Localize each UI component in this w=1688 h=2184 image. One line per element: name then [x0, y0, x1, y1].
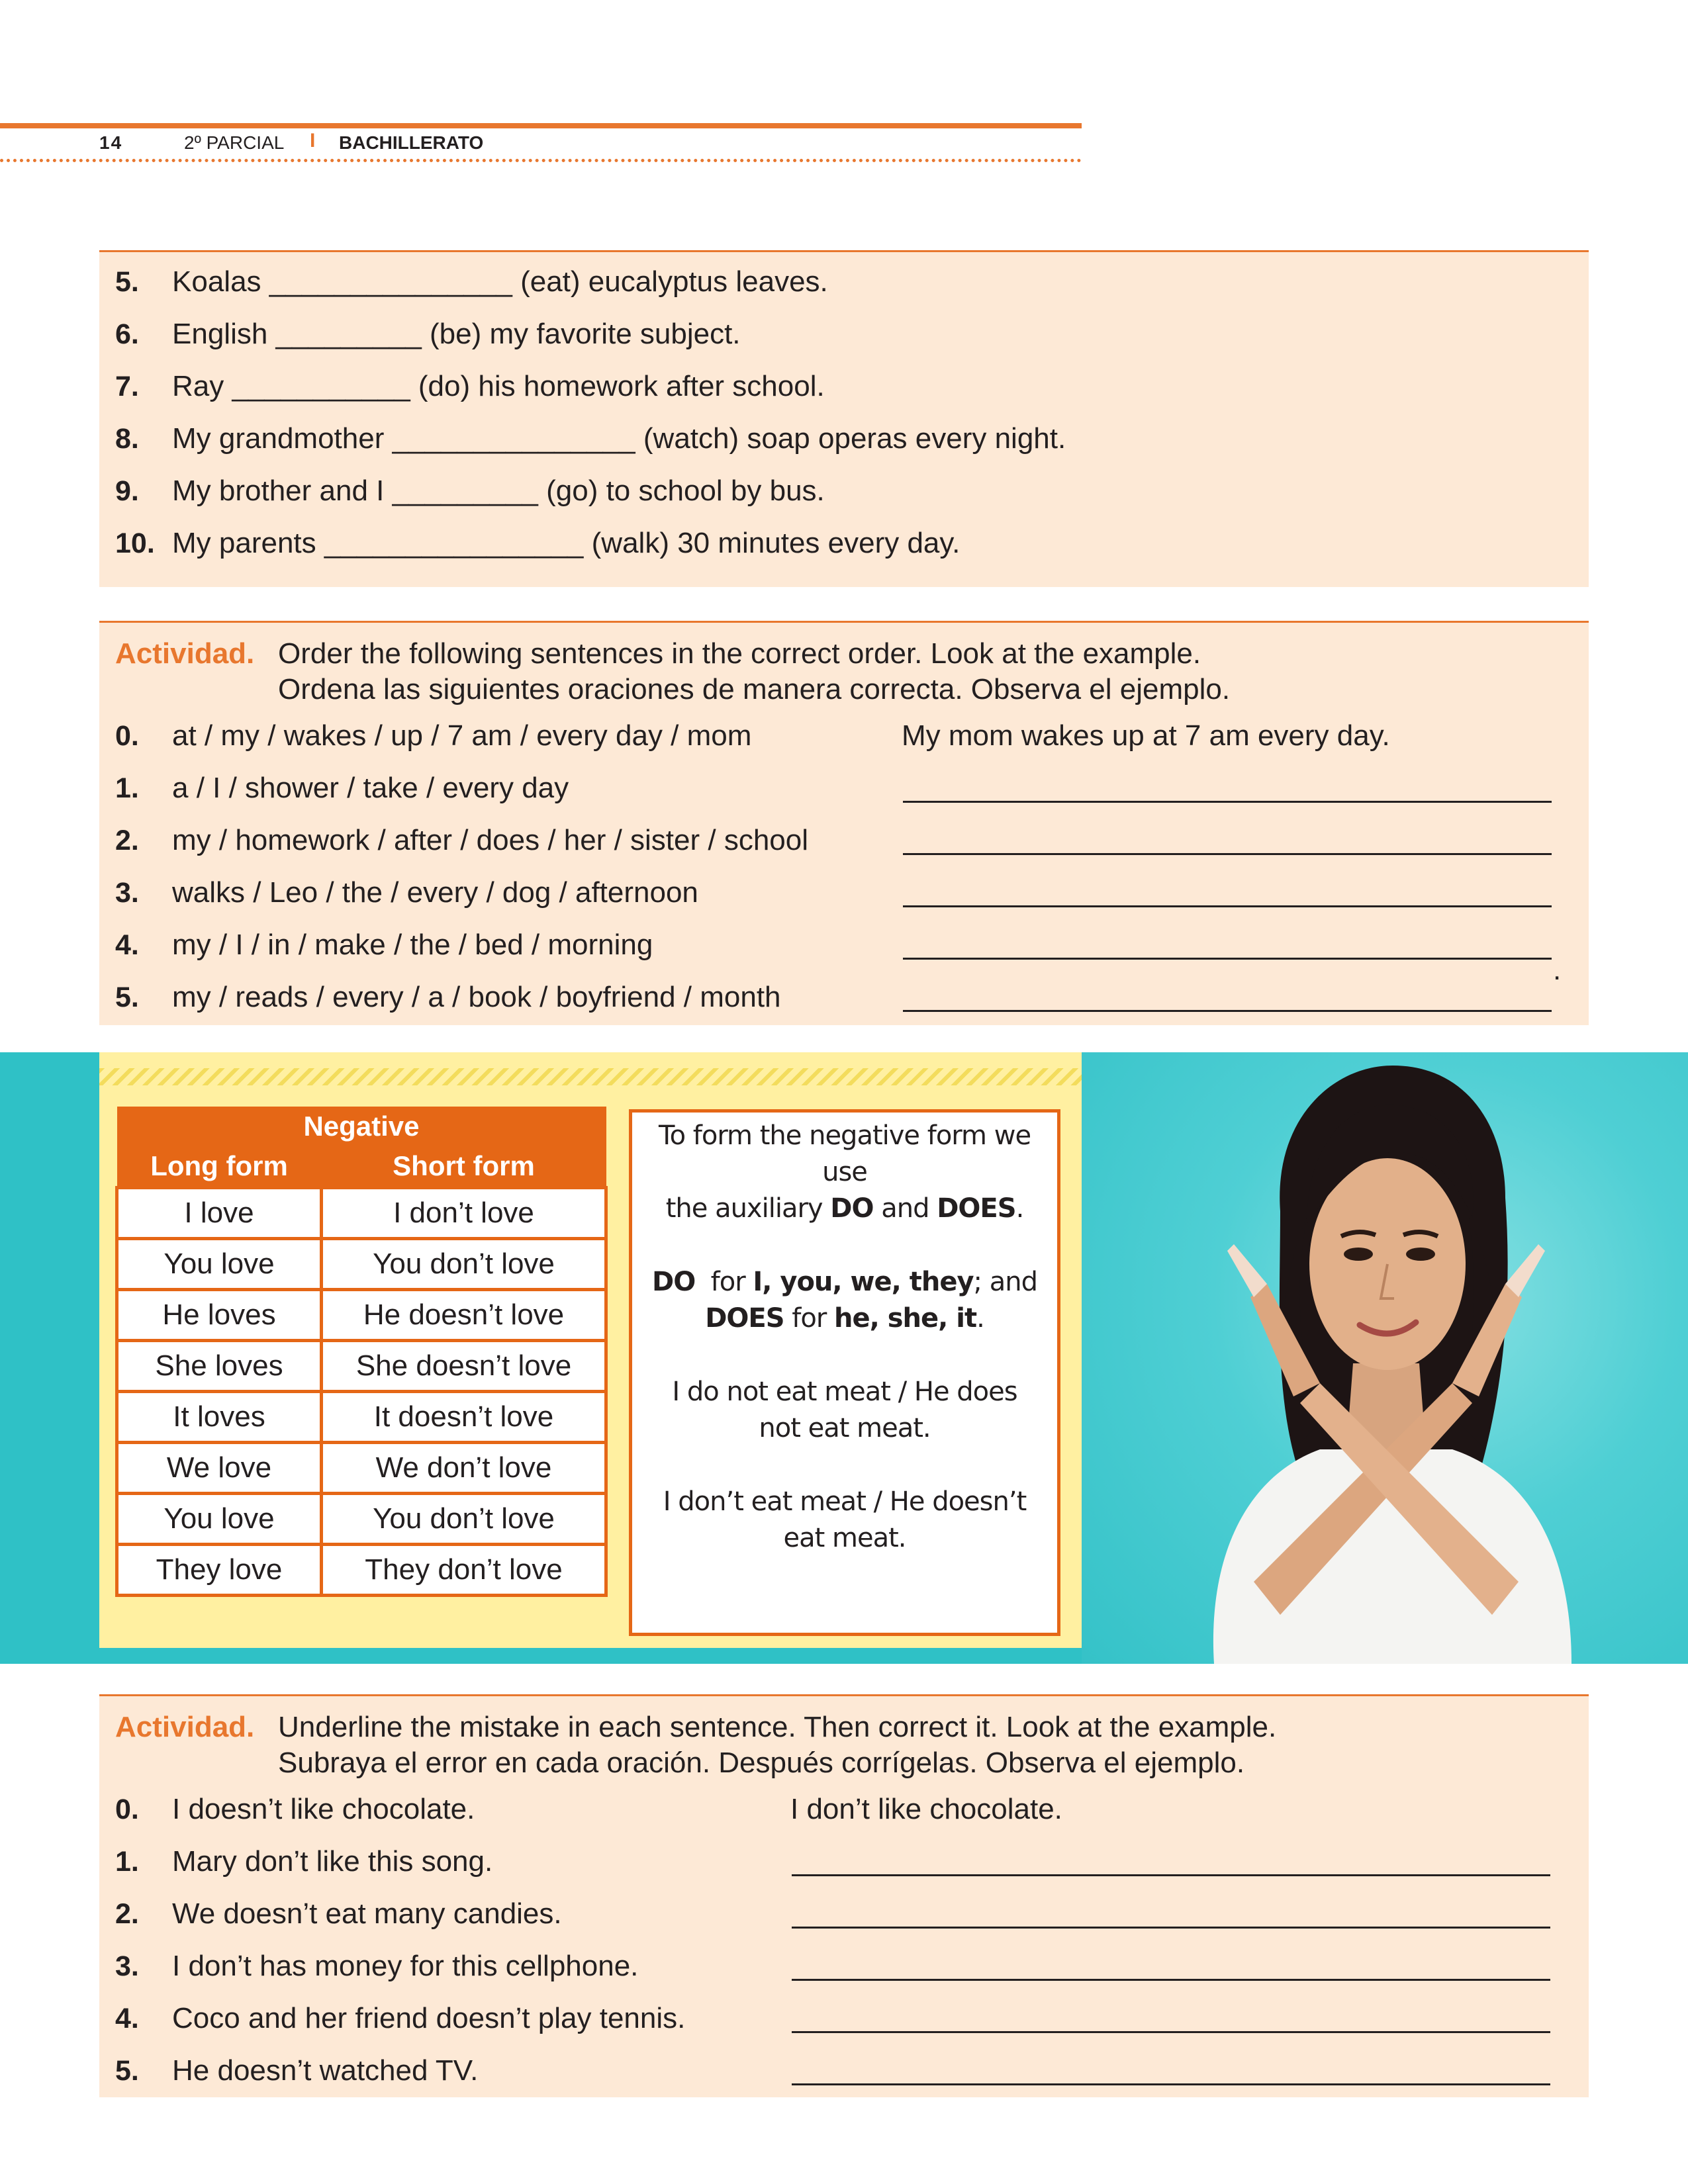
- note-example-2: I don’t eat meat / He doesn’t eat meat.: [663, 1486, 1027, 1553]
- header-rule: [0, 123, 1082, 128]
- sentence-start: My parents: [172, 527, 316, 559]
- item-number: 2.: [115, 825, 139, 856]
- error-sentence: Coco and her friend doesn’t play tennis.: [172, 2002, 686, 2034]
- answer-line[interactable]: [903, 853, 1552, 855]
- answer-blank[interactable]: ___________: [232, 370, 410, 402]
- answer-line[interactable]: [792, 1874, 1550, 1876]
- example-answer: I don’t like chocolate.: [790, 1793, 1062, 1825]
- exercise-a-panel: [99, 250, 1589, 587]
- table-title: Negative: [117, 1107, 606, 1146]
- short-form-cell: She doesn’t love: [322, 1341, 606, 1392]
- fill-in-sentence: [172, 475, 825, 508]
- decorative-stripe: [99, 1068, 1082, 1085]
- answer-line[interactable]: [903, 958, 1552, 960]
- fill-in-sentence: [172, 318, 741, 351]
- header-level: BACHILLERATO: [339, 132, 484, 153]
- final-period: .: [1553, 954, 1562, 986]
- note-does-2: DOES: [705, 1303, 784, 1334]
- item-number: 7.: [115, 371, 139, 402]
- sentence-end: (go) to school by bus.: [546, 475, 825, 507]
- answer-blank[interactable]: _______________: [392, 422, 635, 455]
- header-separator: I: [310, 130, 316, 152]
- note-line-1b: the auxiliary: [665, 1193, 823, 1224]
- note-pronouns-1: I, you, we, they: [753, 1267, 974, 1297]
- answer-line[interactable]: [792, 1927, 1550, 1929]
- short-form-cell: It doesn’t love: [322, 1392, 606, 1443]
- table-row: [117, 1341, 606, 1392]
- note-pronouns-2: he, she, it: [833, 1303, 977, 1334]
- example-answer: My mom wakes up at 7 am every day.: [902, 719, 1390, 752]
- item-number: 9.: [115, 475, 139, 507]
- short-form-cell: He doesn’t love: [322, 1290, 606, 1341]
- instruction-es: Ordena las siguientes oraciones de manera correcta. Observa el ejemplo.: [278, 673, 1231, 705]
- scrambled-words: walks / Leo / the / every / dog / afternoon: [172, 876, 698, 909]
- short-form-cell: We don’t love: [322, 1443, 606, 1494]
- item-number: 4.: [115, 2003, 139, 2034]
- column-header-long: Long form: [117, 1146, 322, 1188]
- fill-in-sentence: [172, 422, 1066, 455]
- item-number: 1.: [115, 1846, 139, 1878]
- note-for-1: for: [710, 1267, 745, 1297]
- answer-blank[interactable]: _________: [392, 475, 538, 507]
- answer-line[interactable]: [903, 801, 1552, 803]
- sentence-start: Koalas: [172, 265, 261, 298]
- answer-line[interactable]: [792, 2083, 1550, 2085]
- instruction-en: Order the following sentences in the correct order. Look at the example.: [278, 637, 1201, 670]
- answer-blank[interactable]: ________________: [324, 527, 584, 559]
- exercise-c-panel: [99, 1694, 1589, 2097]
- fill-in-sentence: [172, 527, 960, 560]
- scrambled-words: a / I / shower / take / every day: [172, 772, 569, 804]
- scrambled-words: my / homework / after / does / her / sister / school: [172, 824, 809, 856]
- answer-blank[interactable]: _________: [275, 318, 422, 350]
- item-number: 5.: [115, 981, 139, 1013]
- example-sentence: I doesn’t like chocolate.: [172, 1793, 475, 1825]
- answer-line[interactable]: [792, 2031, 1550, 2033]
- sentence-start: Ray: [172, 370, 224, 402]
- scrambled-words: at / my / wakes / up / 7 am / every day / mom: [172, 719, 752, 752]
- short-form-cell: I don’t love: [322, 1188, 606, 1239]
- answer-line[interactable]: [903, 1010, 1552, 1012]
- note-does: DOES: [937, 1193, 1016, 1224]
- long-form-cell: She loves: [117, 1341, 322, 1392]
- item-number: 0.: [115, 1794, 139, 1825]
- sentence-start: English: [172, 318, 268, 350]
- table-row: [117, 1239, 606, 1290]
- fill-in-sentence: [172, 370, 825, 403]
- error-sentence: He doesn’t watched TV.: [172, 2054, 479, 2087]
- woman-illustration: [1082, 1052, 1688, 1664]
- error-sentence: I don’t has money for this cellphone.: [172, 1950, 639, 1982]
- note-line-1a: To form the negative form we use: [658, 1120, 1031, 1187]
- sentence-start: My brother and I: [172, 475, 385, 507]
- activity-label: Actividad.: [115, 637, 255, 670]
- answer-line[interactable]: [792, 1979, 1550, 1981]
- long-form-cell: You love: [117, 1239, 322, 1290]
- item-number: 6.: [115, 318, 139, 350]
- item-number: 5.: [115, 2055, 139, 2087]
- instruction-en: Underline the mistake in each sentence. Then correct it. Look at the example.: [278, 1711, 1277, 1743]
- negative-form-table: [115, 1107, 608, 1597]
- note-do: DO: [830, 1193, 874, 1224]
- sentence-end: (do) his homework after school.: [418, 370, 825, 402]
- item-number: 0.: [115, 720, 139, 752]
- table-row: [117, 1290, 606, 1341]
- item-number: 3.: [115, 877, 139, 909]
- table-row: [117, 1545, 606, 1596]
- note-semi-and: ; and: [973, 1267, 1037, 1297]
- long-form-cell: They love: [117, 1545, 322, 1596]
- error-sentence: We doesn’t eat many candies.: [172, 1897, 562, 1930]
- item-number: 4.: [115, 929, 139, 961]
- short-form-cell: You don’t love: [322, 1239, 606, 1290]
- sentence-end: (eat) eucalyptus leaves.: [520, 265, 828, 298]
- scrambled-words: my / I / in / make / the / bed / morning: [172, 929, 653, 961]
- table-row: [117, 1188, 606, 1239]
- note-period-2: .: [976, 1303, 984, 1334]
- grammar-note-box: [629, 1109, 1060, 1636]
- table-row: [117, 1443, 606, 1494]
- answer-line[interactable]: [903, 905, 1552, 907]
- sentence-start: My grandmother: [172, 422, 385, 455]
- item-number: 8.: [115, 423, 139, 455]
- note-period: .: [1015, 1193, 1024, 1224]
- error-sentence: Mary don’t like this song.: [172, 1845, 493, 1878]
- table-row: [117, 1494, 606, 1545]
- sentence-end: (walk) 30 minutes every day.: [591, 527, 961, 559]
- long-form-cell: It loves: [117, 1392, 322, 1443]
- short-form-cell: You don’t love: [322, 1494, 606, 1545]
- scrambled-words: my / reads / every / a / book / boyfriend / month: [172, 981, 781, 1013]
- item-number: 2.: [115, 1898, 139, 1930]
- note-do-2: DO: [652, 1267, 696, 1297]
- note-for-2: for: [792, 1303, 827, 1334]
- fill-in-sentence: [172, 265, 828, 298]
- item-number: 3.: [115, 1950, 139, 1982]
- long-form-cell: We love: [117, 1443, 322, 1494]
- photo-woman-crossed-arms: [1082, 1052, 1688, 1664]
- note-example-1: I do not eat meat / He does not eat meat.: [672, 1377, 1017, 1443]
- answer-blank[interactable]: _______________: [269, 265, 512, 298]
- item-number: 5.: [115, 266, 139, 298]
- column-header-short: Short form: [322, 1146, 606, 1188]
- header-parcial: 2º PARCIAL: [184, 132, 285, 153]
- instruction-es: Subraya el error en cada oración. Después corrígelas. Observa el ejemplo.: [278, 1747, 1245, 1779]
- header-dotted-rule: [0, 159, 1082, 162]
- note-and: and: [881, 1193, 929, 1224]
- item-number: 10.: [115, 527, 155, 559]
- exercise-b-panel: [99, 621, 1589, 1025]
- activity-label: Actividad.: [115, 1711, 255, 1743]
- long-form-cell: He loves: [117, 1290, 322, 1341]
- page-number: 14: [99, 132, 123, 153]
- sentence-end: (watch) soap operas every night.: [643, 422, 1066, 455]
- long-form-cell: You love: [117, 1494, 322, 1545]
- item-number: 1.: [115, 772, 139, 804]
- long-form-cell: I love: [117, 1188, 322, 1239]
- short-form-cell: They don’t love: [322, 1545, 606, 1596]
- table-row: [117, 1392, 606, 1443]
- sentence-end: (be) my favorite subject.: [430, 318, 741, 350]
